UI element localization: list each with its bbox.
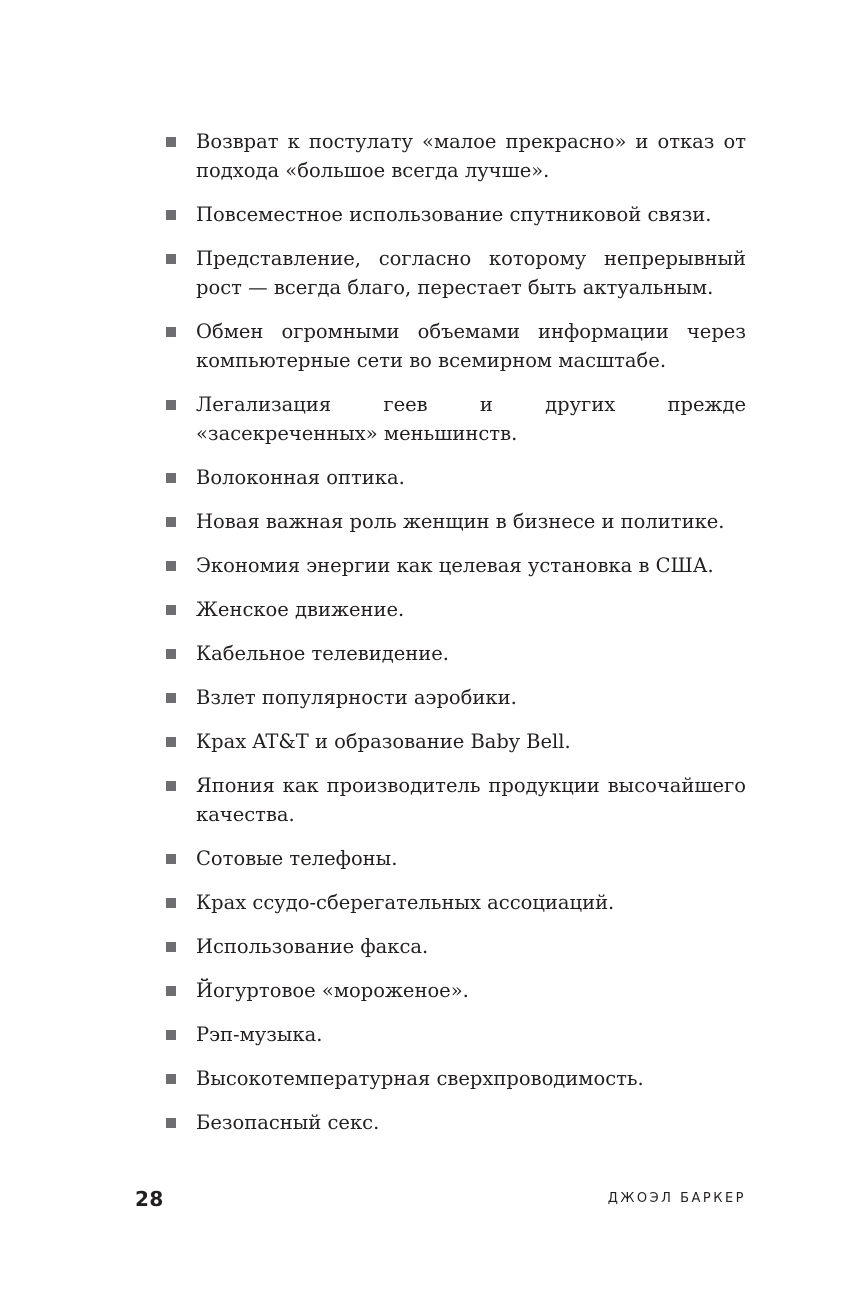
list-item-text: Безопасный секс.	[196, 1111, 380, 1134]
list-item-text: Йогуртовое «мороженое».	[196, 979, 469, 1002]
list-item	[166, 888, 746, 917]
list-item-text: Высокотемпературная сверхпроводимость.	[196, 1067, 644, 1090]
list-item-text: Экономия энергии как целевая установка в США.	[196, 554, 714, 577]
list-item-text: Рэп-музыка.	[196, 1023, 323, 1046]
list-item-text: Обмен огромными объемами информации через компьютерные сети во всемирном масштабе.	[196, 320, 746, 372]
list-item	[166, 244, 746, 302]
list-item	[166, 463, 746, 492]
list-item	[166, 317, 746, 375]
square-bullet-icon	[166, 1074, 176, 1084]
list-item	[166, 200, 746, 229]
square-bullet-icon	[166, 327, 176, 337]
list-item-text: Крах ссудо-сберегательных ассоциаций.	[196, 891, 615, 914]
list-item	[166, 1108, 746, 1137]
square-bullet-icon	[166, 1030, 176, 1040]
square-bullet-icon	[166, 473, 176, 483]
list-item-text: Взлет популярности аэробики.	[196, 686, 517, 709]
list-item-text: Кабельное телевидение.	[196, 642, 449, 665]
square-bullet-icon	[166, 137, 176, 147]
list-item	[166, 551, 746, 580]
list-item-text: Волоконная оптика.	[196, 466, 405, 489]
list-item	[166, 390, 746, 448]
list-item-text: Использование факса.	[196, 935, 429, 958]
list-item	[166, 1020, 746, 1049]
square-bullet-icon	[166, 898, 176, 908]
square-bullet-icon	[166, 693, 176, 703]
list-item	[166, 683, 746, 712]
list-item-text: Легализация геев и других прежде «засекреченных» меньшинств.	[196, 393, 746, 445]
list-item-text: Сотовые телефоны.	[196, 847, 398, 870]
square-bullet-icon	[166, 854, 176, 864]
square-bullet-icon	[166, 210, 176, 220]
list-item-text: Новая важная роль женщин в бизнесе и политике.	[196, 510, 725, 533]
list-item-text: Возврат к постулату «малое прекрасно» и отказ от подхода «большое всегда лучше».	[196, 130, 746, 182]
list-item	[166, 771, 746, 829]
square-bullet-icon	[166, 942, 176, 952]
list-item-text: Япония как производитель продукции высочайшего качества.	[196, 774, 746, 826]
square-bullet-icon	[166, 986, 176, 996]
list-item	[166, 932, 746, 961]
list-item-text: Повсеместное использование спутниковой связи.	[196, 203, 712, 226]
running-footer-author: ДЖОЭЛ БАРКЕР	[607, 1191, 746, 1206]
square-bullet-icon	[166, 254, 176, 264]
list-item	[166, 639, 746, 668]
list-item	[166, 844, 746, 873]
square-bullet-icon	[166, 649, 176, 659]
square-bullet-icon	[166, 561, 176, 571]
square-bullet-icon	[166, 605, 176, 615]
page-number: 28	[135, 1187, 164, 1211]
list-item	[166, 507, 746, 536]
list-item-text: Женское движение.	[196, 598, 405, 621]
list-item	[166, 976, 746, 1005]
list-item	[166, 727, 746, 756]
list-item-text: Крах AT&T и образование Baby Bell.	[196, 730, 571, 753]
square-bullet-icon	[166, 517, 176, 527]
list-item	[166, 595, 746, 624]
square-bullet-icon	[166, 781, 176, 791]
square-bullet-icon	[166, 400, 176, 410]
bullet-list	[166, 127, 746, 1152]
list-item	[166, 127, 746, 185]
square-bullet-icon	[166, 1118, 176, 1128]
square-bullet-icon	[166, 737, 176, 747]
list-item-text: Представление, согласно которому непрерывный рост — всегда благо, перестает быть актуальным.	[196, 247, 746, 299]
list-item	[166, 1064, 746, 1093]
